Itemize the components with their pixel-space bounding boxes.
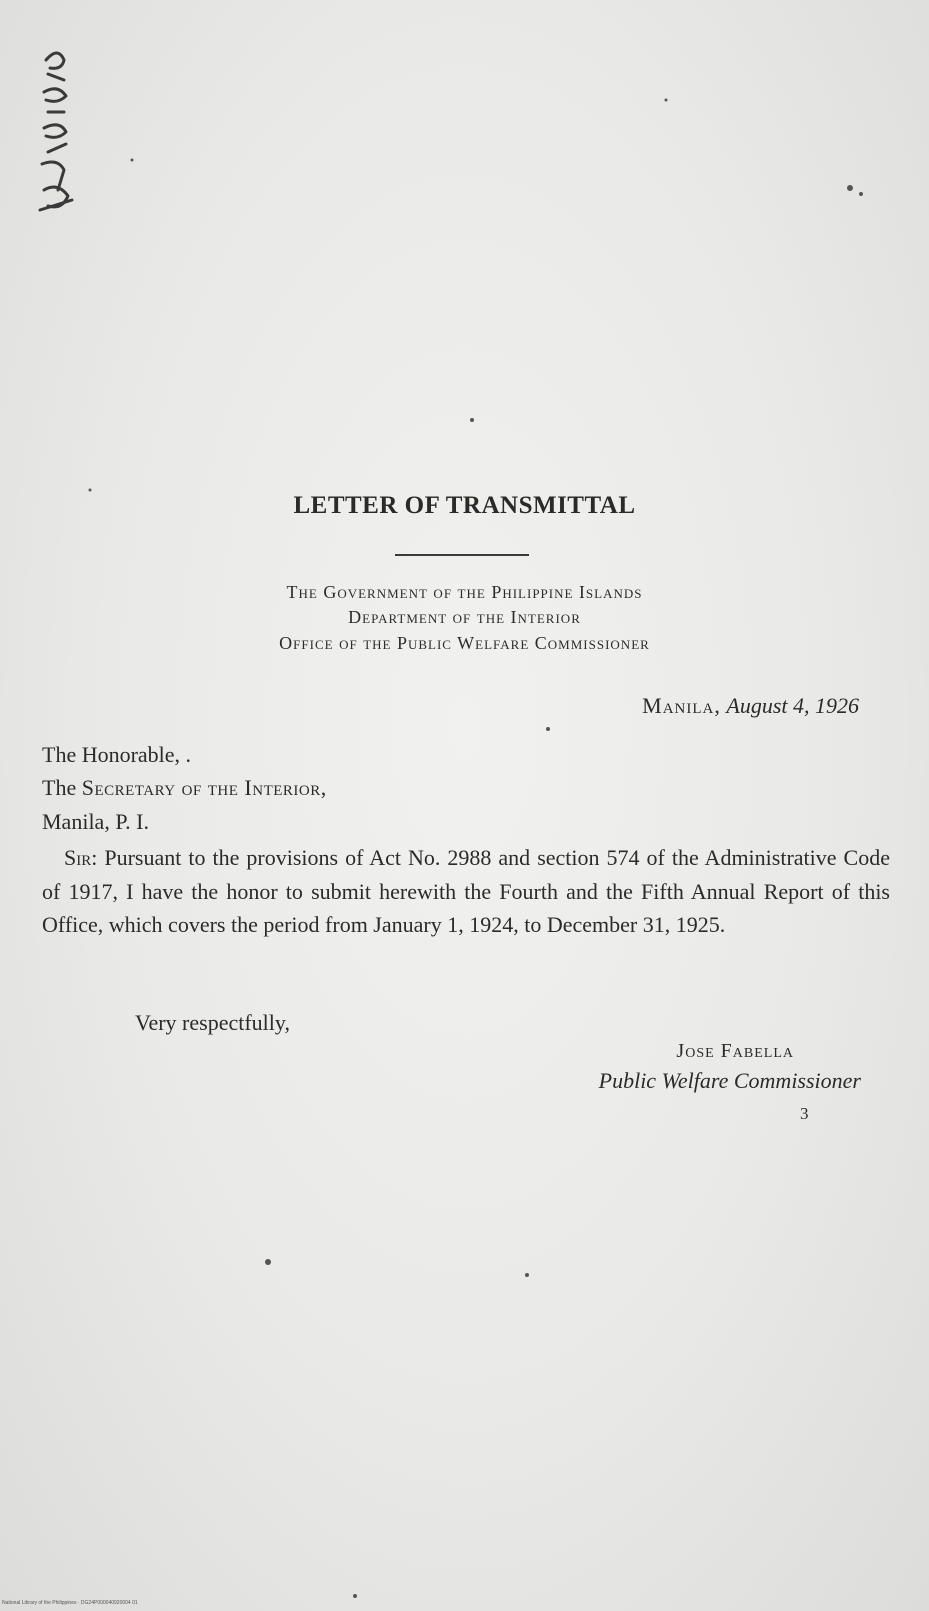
footer-credit: National Library of the Philippines · DG24P000040920004 01	[2, 1600, 138, 1606]
address-line-2-prefix: The	[42, 775, 82, 800]
salutation: Sir:	[64, 845, 98, 870]
address-line-2-recipient: Secretary of the Interior,	[81, 775, 327, 800]
title-rule	[395, 554, 529, 556]
dateline-date: August 4, 1926	[726, 693, 859, 718]
address-line-1: The Honorable, .	[42, 742, 192, 767]
dateline	[642, 693, 859, 719]
signature-title: Public Welfare Commissioner	[598, 1068, 861, 1093]
letter-body	[42, 841, 890, 942]
closing: Very respectfully,	[135, 1010, 290, 1035]
document-title: LETTER OF TRANSMITTAL	[293, 492, 636, 519]
dateline-city: Manila,	[642, 693, 721, 718]
heading-line-1: The Government of the Philippine Islands	[286, 582, 643, 602]
address-line-3: Manila, P. I.	[42, 809, 149, 834]
letter-body-text: Pursuant to the provisions of Act No. 2988 and section 574 of the Administrative Code of 1917, I have the honor to submit herewith the Fourth and the Fifth Annual Report of this Office, which covers the period from January 1, 1924, to December 31, 1925.	[42, 845, 890, 937]
signature-name: Jose Fabella	[676, 1040, 794, 1062]
page-number: 3	[800, 1104, 809, 1123]
heading-line-2: Department of the Interior	[348, 607, 581, 627]
address-line-2	[42, 775, 327, 801]
heading-line-3: Office of the Public Welfare Commissioner	[279, 633, 650, 653]
